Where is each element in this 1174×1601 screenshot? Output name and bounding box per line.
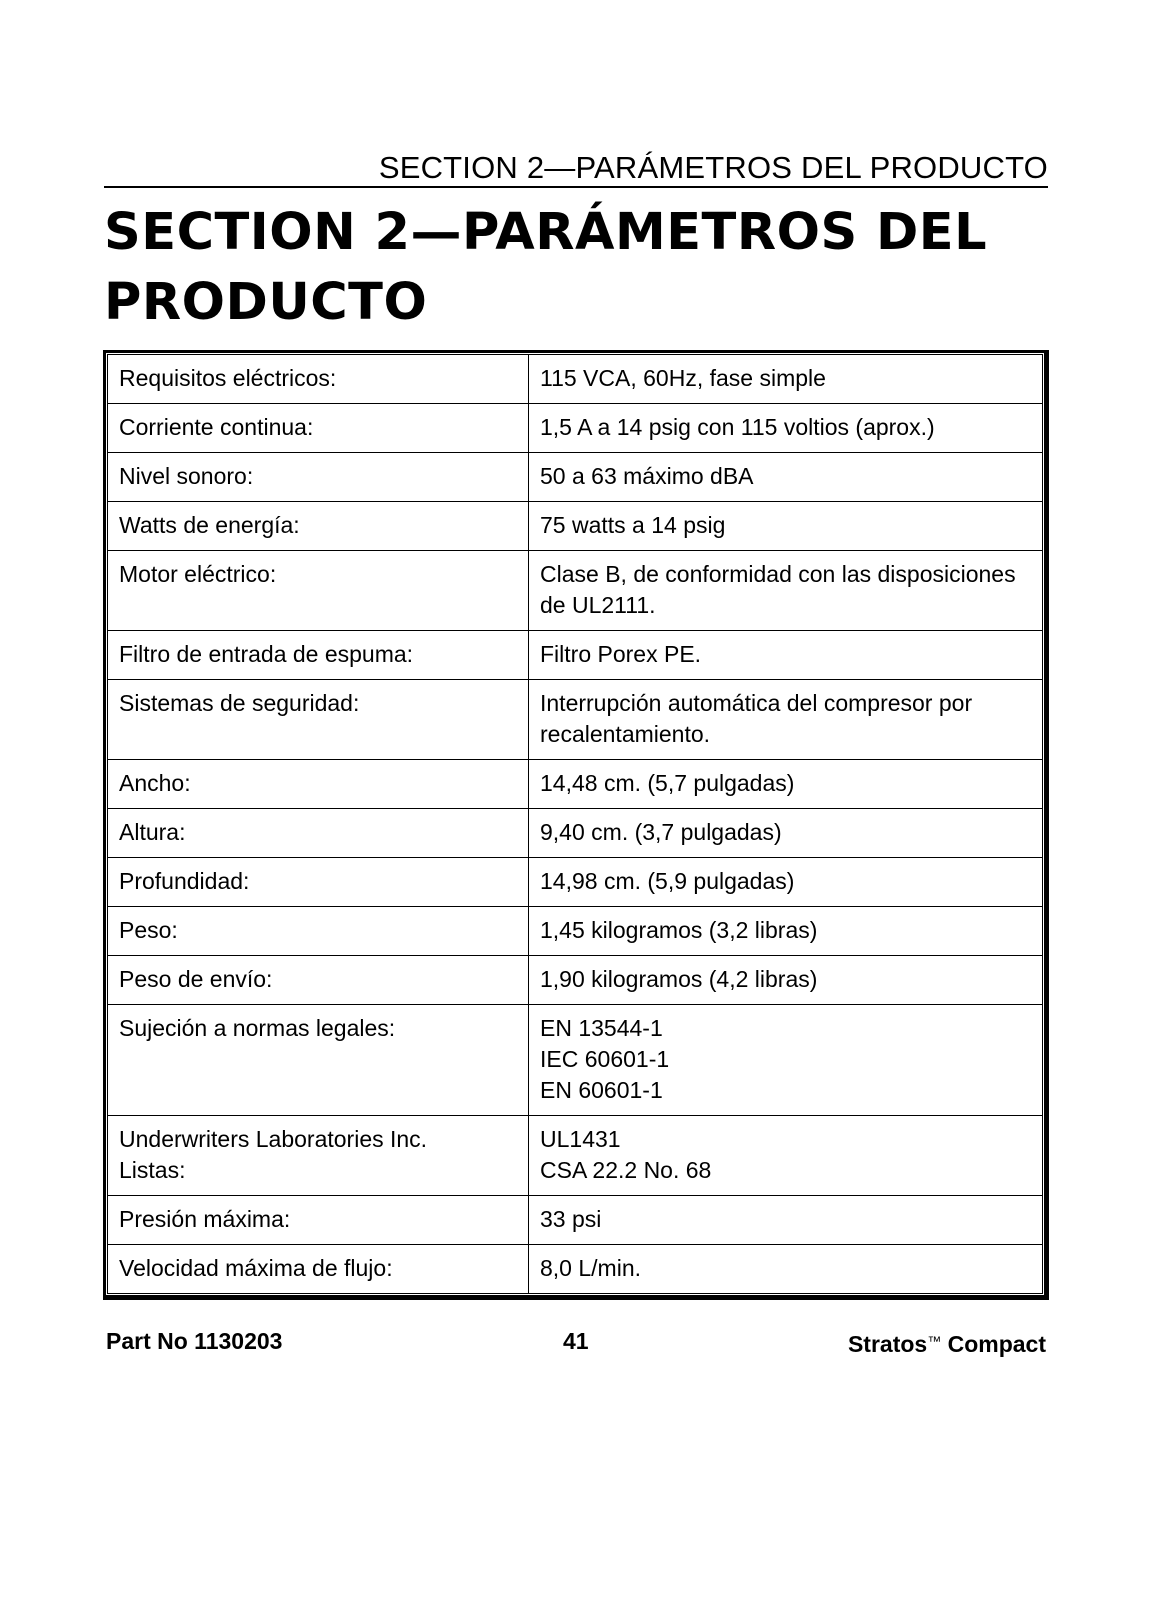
product-suffix: Compact [947,1331,1046,1357]
table-row [108,760,1043,809]
part-number: Part No 1130203 [106,1328,283,1354]
spec-value: 50 a 63 máximo dBA [529,453,1043,502]
spec-value: Clase B, de conformidad con las disposiciones de UL2111. [529,551,1043,631]
spec-value: 14,48 cm. (5,7 pulgadas) [529,760,1043,809]
spec-label: Nivel sonoro: [108,453,529,502]
spec-label: Altura: [108,809,529,858]
spec-label: Peso de envío: [108,956,529,1005]
page-footer [104,1323,1048,1363]
spec-table-frame [103,350,1049,1300]
table-row [108,1116,1043,1196]
table-row [108,680,1043,760]
spec-label: Ancho: [108,760,529,809]
spec-value: Interrupción automática del compresor por recalentamiento. [529,680,1043,760]
page-number: 41 [563,1328,589,1354]
spec-value: 33 psi [529,1196,1043,1245]
spec-value: 115 VCA, 60Hz, fase simple [529,355,1043,404]
table-row [108,907,1043,956]
table-row [108,631,1043,680]
spec-value: 14,98 cm. (5,9 pulgadas) [529,858,1043,907]
spec-value: 9,40 cm. (3,7 pulgadas) [529,809,1043,858]
table-row [108,404,1043,453]
spec-value: EN 13544-1 IEC 60601-1 EN 60601-1 [529,1005,1043,1116]
spec-label: Filtro de entrada de espuma: [108,631,529,680]
spec-value: UL1431 CSA 22.2 No. 68 [529,1116,1043,1196]
spec-label: Peso: [108,907,529,956]
header-divider [104,186,1048,188]
spec-label: Sujeción a normas legales: [108,1005,529,1116]
spec-label: Watts de energía: [108,502,529,551]
spec-value: 75 watts a 14 psig [529,502,1043,551]
spec-value: 1,45 kilogramos (3,2 libras) [529,907,1043,956]
table-row [108,355,1043,404]
table-row [108,1005,1043,1116]
product-brand: Stratos [847,1331,928,1357]
page-title: SECTION 2—PARÁMETROS DEL PRODUCTO [104,203,988,332]
spec-label: Presión máxima: [108,1196,529,1245]
spec-label: Requisitos eléctricos: [108,355,529,404]
table-row [108,1196,1043,1245]
table-row [108,453,1043,502]
spec-value: Filtro Porex PE. [529,631,1043,680]
table-row [108,1245,1043,1294]
spec-label: Velocidad máxima de flujo: [108,1245,529,1294]
table-row [108,502,1043,551]
spec-label: Motor eléctrico: [108,551,529,631]
spec-label: Underwriters Laboratories Inc. Listas: [108,1116,529,1196]
product-name [848,1323,1046,1362]
table-row [108,956,1043,1005]
spec-label: Sistemas de seguridad: [108,680,529,760]
spec-table [107,354,1043,1294]
running-header: SECTION 2—PARÁMETROS DEL PRODUCTO [378,150,1048,185]
spec-value: 1,5 A a 14 psig con 115 voltios (aprox.) [529,404,1043,453]
spec-label: Corriente continua: [108,404,529,453]
table-row [108,858,1043,907]
spec-value: 1,90 kilogramos (4,2 libras) [529,956,1043,1005]
spec-label: Profundidad: [108,858,529,907]
table-row [108,809,1043,858]
trademark-symbol: ™ [927,1333,942,1349]
table-row [108,551,1043,631]
spec-value: 8,0 L/min. [529,1245,1043,1294]
